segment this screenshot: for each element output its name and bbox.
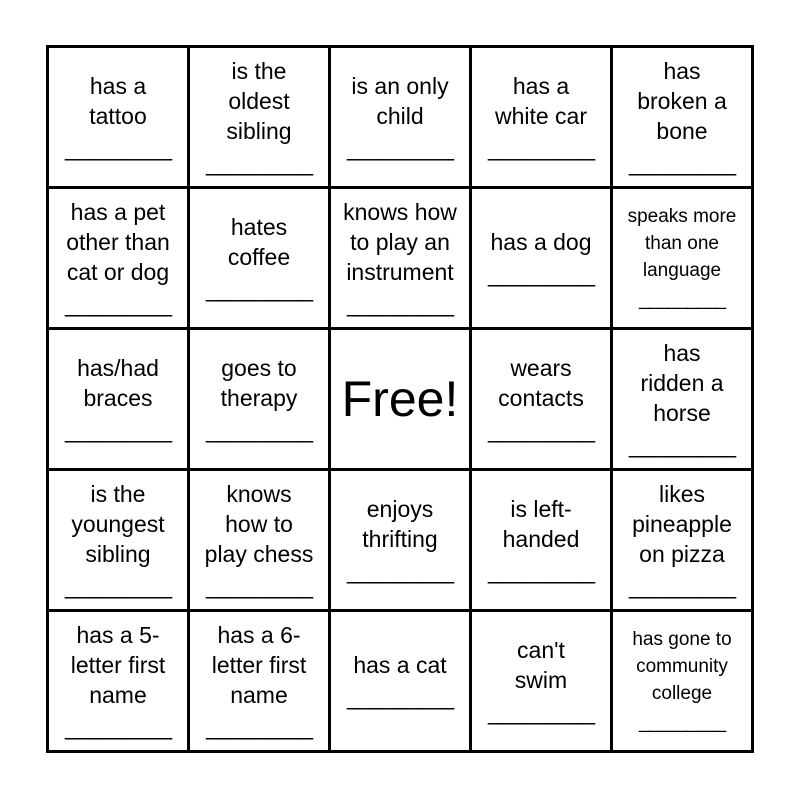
signature-line: _________ <box>346 684 454 710</box>
cell-prompt: has a white car <box>494 73 588 129</box>
signature-line: _________ <box>487 699 595 725</box>
cell-prompt: has/had braces <box>77 355 159 411</box>
bingo-cell[interactable] <box>49 330 187 468</box>
cell-prompt: knows how to play an instrument <box>343 199 457 285</box>
signature-line: _________ <box>638 712 726 733</box>
cell-prompt: is left- handed <box>502 496 580 552</box>
cell-prompt: has a 5- letter first name <box>70 622 166 708</box>
bingo-cell[interactable] <box>190 330 328 468</box>
cell-prompt: has a pet other than cat or dog <box>66 199 170 285</box>
signature-line: _________ <box>64 135 172 161</box>
bingo-cell[interactable] <box>190 48 328 186</box>
signature-line: _________ <box>64 417 172 443</box>
cell-prompt: has a 6- letter first name <box>211 622 307 708</box>
bingo-cell[interactable] <box>49 612 187 750</box>
bingo-cell[interactable] <box>331 612 469 750</box>
signature-line: _________ <box>205 417 313 443</box>
bingo-cell[interactable] <box>331 471 469 609</box>
bingo-cell[interactable] <box>190 471 328 609</box>
cell-prompt: is the youngest sibling <box>71 481 165 567</box>
signature-line: _________ <box>628 573 736 599</box>
cell-prompt: has a tattoo <box>89 73 147 129</box>
cell-prompt: has gone to community college <box>632 629 732 704</box>
signature-line: _________ <box>64 291 172 317</box>
bingo-cell[interactable] <box>472 48 610 186</box>
signature-line: _________ <box>487 261 595 287</box>
bingo-cell[interactable] <box>472 330 610 468</box>
signature-line: _________ <box>205 150 313 176</box>
bingo-cell[interactable] <box>472 612 610 750</box>
bingo-cell[interactable] <box>472 189 610 327</box>
bingo-cell[interactable] <box>613 189 751 327</box>
signature-line: _________ <box>638 289 726 310</box>
signature-line: _________ <box>487 135 595 161</box>
free-space-cell[interactable] <box>331 330 469 468</box>
cell-prompt: likes pineapple on pizza <box>632 481 732 567</box>
cell-prompt: is the oldest sibling <box>226 58 292 144</box>
bingo-cell[interactable] <box>613 48 751 186</box>
bingo-cell[interactable] <box>49 189 187 327</box>
signature-line: _________ <box>205 714 313 740</box>
bingo-cell[interactable] <box>190 612 328 750</box>
bingo-cell[interactable] <box>613 330 751 468</box>
cell-prompt: speaks more than one language <box>627 206 737 281</box>
signature-line: _________ <box>205 276 313 302</box>
signature-line: _________ <box>346 135 454 161</box>
bingo-board <box>46 45 754 753</box>
free-space-label: Free! <box>341 371 459 427</box>
bingo-cell[interactable] <box>49 471 187 609</box>
cell-prompt: wears contacts <box>498 355 584 411</box>
cell-prompt: has broken a bone <box>637 58 727 144</box>
cell-prompt: can't swim <box>514 637 568 693</box>
signature-line: _________ <box>487 417 595 443</box>
signature-line: _________ <box>628 150 736 176</box>
bingo-cell[interactable] <box>190 189 328 327</box>
signature-line: _________ <box>346 291 454 317</box>
signature-line: _________ <box>628 432 736 458</box>
cell-prompt: knows how to play chess <box>204 481 314 567</box>
cell-prompt: enjoys thrifting <box>362 496 438 552</box>
bingo-cell[interactable] <box>613 612 751 750</box>
cell-prompt: has a cat <box>353 652 447 678</box>
bingo-cell[interactable] <box>331 189 469 327</box>
cell-prompt: goes to therapy <box>220 355 298 411</box>
bingo-cell[interactable] <box>49 48 187 186</box>
cell-prompt: has a dog <box>490 229 592 255</box>
cell-prompt: hates coffee <box>227 214 291 270</box>
signature-line: _________ <box>205 573 313 599</box>
signature-line: _________ <box>487 558 595 584</box>
bingo-cell[interactable] <box>472 471 610 609</box>
cell-prompt: is an only child <box>351 73 449 129</box>
cell-prompt: has ridden a horse <box>640 340 724 426</box>
bingo-cell[interactable] <box>331 48 469 186</box>
signature-line: _________ <box>64 573 172 599</box>
signature-line: _________ <box>346 558 454 584</box>
signature-line: _________ <box>64 714 172 740</box>
bingo-cell[interactable] <box>613 471 751 609</box>
